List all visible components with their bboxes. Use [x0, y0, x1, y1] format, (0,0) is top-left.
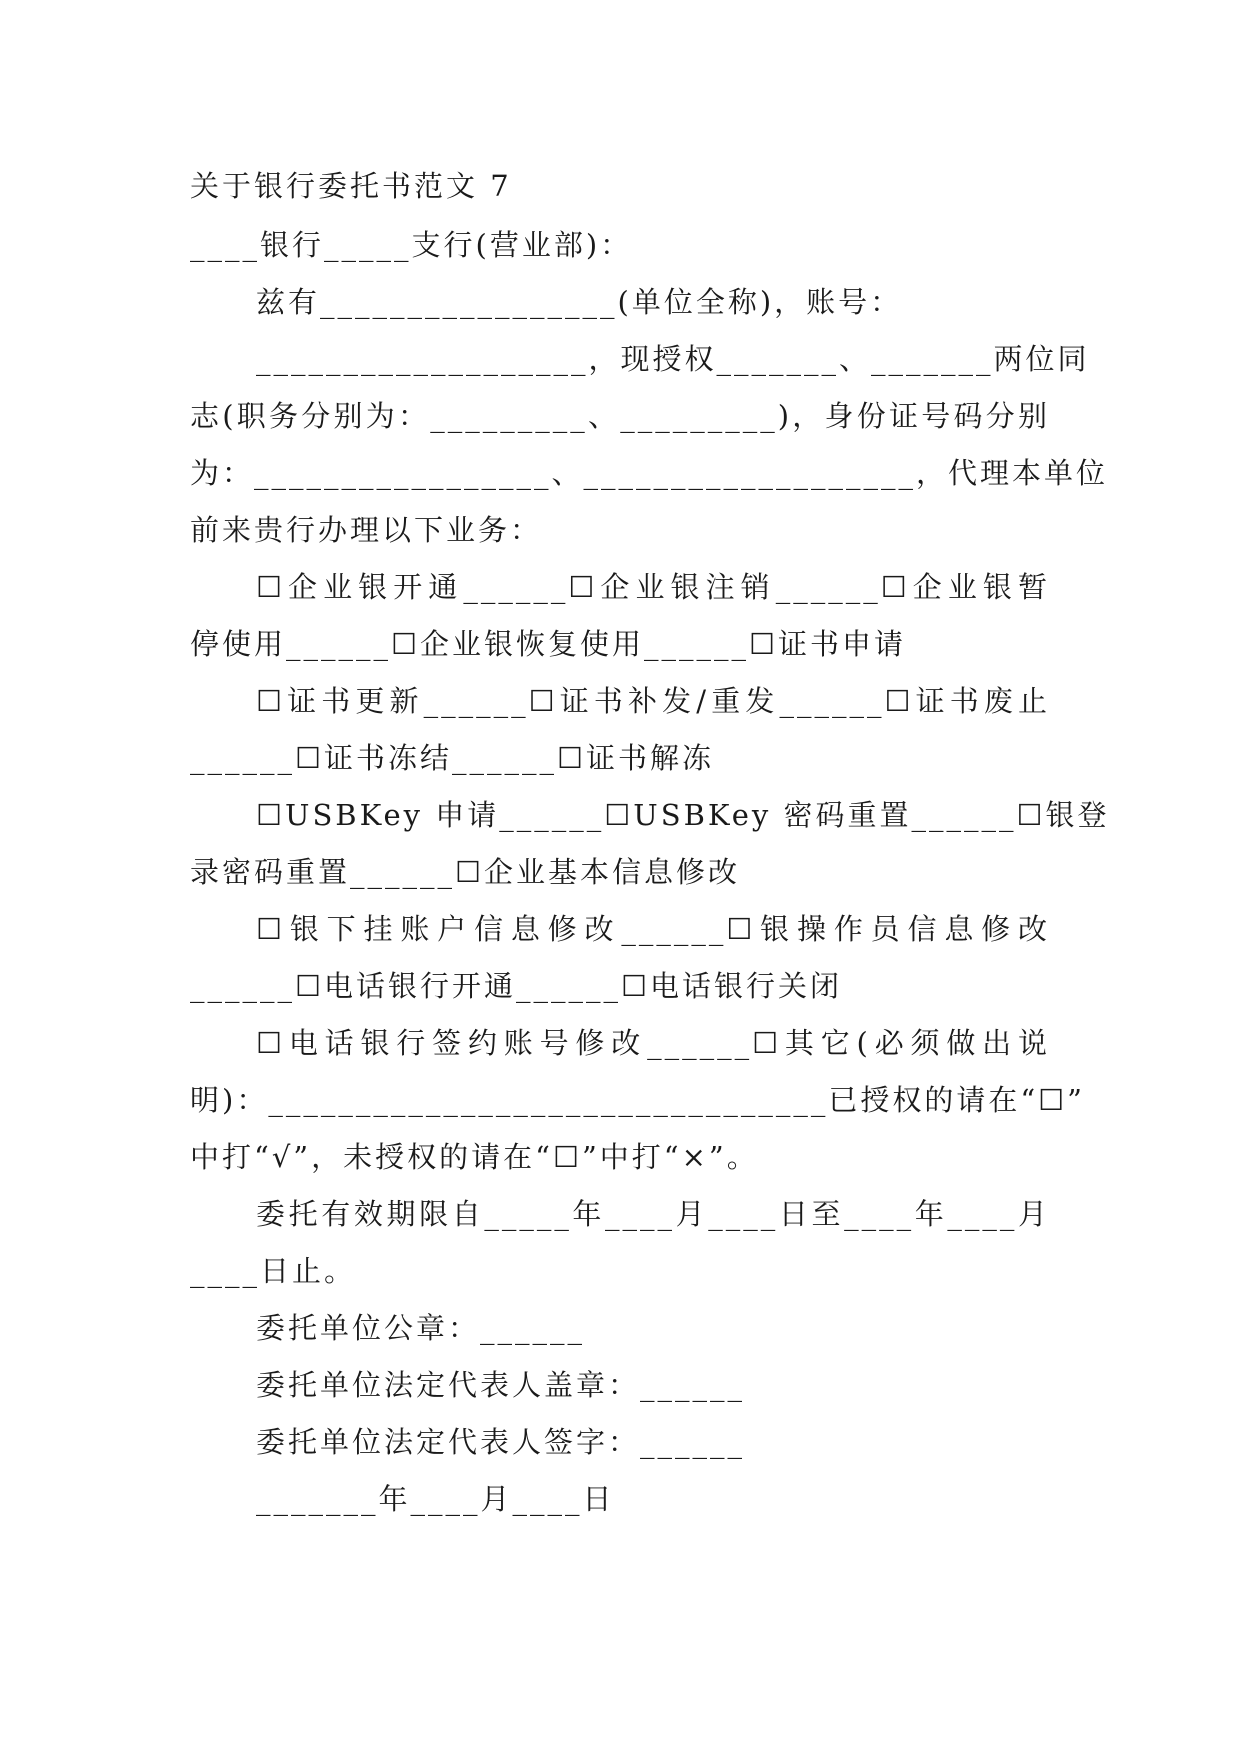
service-option-line: ☐企业银开通______☐企业银注销______☐企业银暂: [256, 570, 1050, 604]
document-title: 关于银行委托书范文 7: [190, 169, 512, 203]
paragraph-line: 前来贵行办理以下业务：: [190, 513, 543, 547]
date-line: _______年____月____日: [256, 1482, 615, 1516]
service-option-line: 录密码重置______☐企业基本信息修改: [190, 855, 740, 889]
validity-period-line: ____日止。: [190, 1254, 357, 1288]
paragraph-line: 志(职务分别为：_________、_________)，身份证号码分别: [190, 399, 1050, 433]
service-option-line: ☐电话银行签约账号修改______☐其它(必须做出说: [256, 1026, 1050, 1060]
legal-rep-signature-line: 委托单位法定代表人签字：______: [256, 1425, 746, 1459]
service-option-line: 停使用______☐企业银恢复使用______☐证书申请: [190, 627, 906, 661]
validity-period-line: 委托有效期限自_____年____月____日至____年____月: [256, 1197, 1050, 1231]
paragraph-line: 兹有_________________(单位全称)，账号：: [256, 285, 903, 319]
addressee-line: ____银行_____支行(营业部)：: [190, 228, 633, 262]
paragraph-line: 为：_________________、___________________，代理本单位: [190, 456, 1109, 490]
service-option-line: ______☐电话银行开通______☐电话银行关闭: [190, 969, 842, 1003]
legal-rep-seal-line: 委托单位法定代表人盖章：______: [256, 1368, 746, 1402]
instruction-line: 中打“√”，未授权的请在“☐”中打“×”。: [190, 1140, 759, 1174]
service-option-line: ☐证书更新______☐证书补发/重发______☐证书废止: [256, 684, 1050, 718]
service-option-line: ______☐证书冻结______☐证书解冻: [190, 741, 714, 775]
service-option-line: ☐USBKey 申请______☐USBKey 密码重置______☐银登: [256, 798, 1110, 832]
service-option-line: ☐银下挂账户信息修改______☐银操作员信息修改: [256, 912, 1050, 946]
paragraph-line: ___________________，现授权_______、_______两位同: [256, 342, 1090, 376]
company-seal-line: 委托单位公章：______: [256, 1311, 586, 1345]
instruction-line: 明)：________________________________已授权的请在“☐”: [190, 1083, 1085, 1117]
